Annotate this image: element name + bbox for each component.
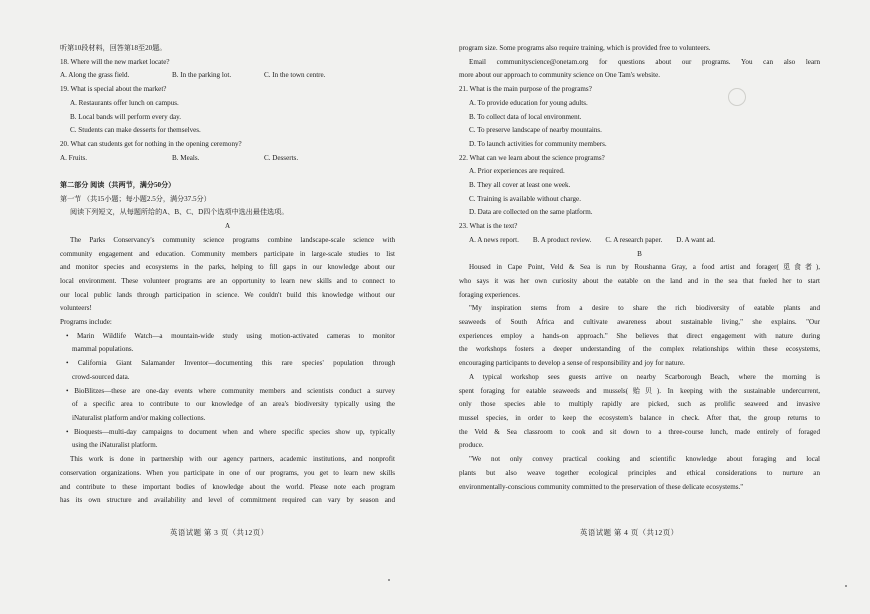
left-line-18: our local public lands through participation in science. We couldn't build this knowledge without our (60, 290, 395, 299)
left-line-3: 19. What is special about the market? (60, 85, 167, 94)
left-line-2 (60, 69, 395, 83)
answer-option: B. In the parking lot. (172, 71, 232, 80)
right-line-30: "We not only convey practical cooking and scientific knowledge about foraging and local (469, 455, 820, 464)
right-line-27: mussel species, in order to keep the ecosystem's balance in check. After that, the group returns to (459, 413, 820, 422)
right-line-0: program size. Some programs also require training, which is provided free to volunteers. (459, 44, 711, 52)
left-line-20: Programs include: (60, 318, 112, 327)
left-line-7: 20. What can students get for nothing in the opening ceremony? (60, 139, 242, 148)
left-line-4: A. Restaurants offer lunch on campus. (70, 98, 179, 107)
right-line-22: the workshops fosters a deeper understanding of the complex relationships within these ecosystems, (459, 345, 820, 354)
left-line-0: 听第10段材料，回答第18至20题。 (60, 44, 167, 52)
right-line-8: 22. What can we learn about the science programs? (459, 153, 605, 162)
right-line-20: seaweeds of South Africa and cultivate awareness about sustainable living," she explains. "Our (459, 318, 820, 327)
left-line-25: • BioBlitzes—these are one-day events where community members and scientists conduct a survey (66, 386, 395, 395)
left-line-31: conservation organizations. When you participate in one of our programs, you get to learn new skills (60, 468, 395, 477)
answer-option: A. A news report. (469, 235, 519, 244)
answer-option: B. Meals. (172, 153, 200, 162)
answer-option: C. In the town centre. (264, 71, 326, 80)
left-line-26: of a specific area to contribute to our knowledge of an area's biodiversity typically using the (72, 400, 395, 409)
left-line-27: iNaturalist platform and/or making collections. (72, 413, 206, 422)
left-line-15: community engagement and education. Community members participate in large-scale studies to list (60, 249, 395, 258)
left-line-24: crowd-sourced data. (72, 372, 130, 381)
right-line-31: plants but also weave together ecological principles and ethical considerations to nurture an (459, 468, 820, 477)
right-line-9: A. Prior experiences are required. (469, 167, 565, 176)
right-line-24: A typical workshop sees guests arrive on nearby Scarborough Beach, where the morning is (469, 372, 820, 381)
left-line-17: local environment. These volunteer programs are an opportunity to learn new skills and to connect to (60, 276, 395, 285)
scan-speck (388, 579, 390, 581)
left-line-11: 第一节 （共15小题；每小题2.5分，满分37.5分） (60, 194, 211, 203)
faint-seal-icon (728, 88, 746, 106)
right-line-10: B. They all cover at least one week. (469, 181, 571, 190)
left-line-30: This work is done in partnership with our agency partners, academic institutions, and nonprofit (70, 455, 395, 464)
right-line-18: foraging experiences. (459, 290, 521, 299)
right-line-28: the Veld & Sea classroom to cook and sit down to a three-course lunch, made entirely of foraged (459, 427, 820, 436)
right-line-5: B. To collect data of local environment. (469, 112, 582, 121)
left-line-5: B. Local bands will perform every day. (70, 112, 182, 121)
left-line-23: • California Giant Salamander Inventor—documenting this rare species' population through (66, 359, 395, 368)
right-line-11: C. Training is available without charge. (469, 194, 581, 203)
answer-option: D. A want ad. (676, 235, 716, 244)
page-3-footer: 英语试题 第 3 页（共12页） (170, 528, 269, 537)
left-line-16: and monitor species and ecosystems in the parks, helping to fill gaps in our knowledge about our (60, 263, 395, 272)
left-line-12: 阅读下列短文，从每题所给的A、B、C、D四个选项中选出最佳选项。 (70, 208, 289, 217)
left-line-14: The Parks Conservancy's community science programs combine landscape-scale science with (70, 235, 395, 244)
right-line-2: more about our approach to community science on One Tam's website. (459, 71, 660, 80)
page-3-text (60, 42, 395, 508)
left-line-32: and contribute to these important bodies of knowledge about the world. Please note each program (60, 482, 395, 491)
right-line-21: experiences employ a hands-on approach." She believes that direct engagement with nature during (459, 331, 820, 340)
right-line-13: 23. What is the text? (459, 222, 518, 231)
left-line-10: 第二部分 阅读（共两节，满分50分） (60, 181, 176, 190)
left-line-1: 18. Where will the new market locate? (60, 57, 170, 66)
left-line-9 (60, 165, 395, 179)
answer-option: A. Along the grass field. (60, 71, 130, 80)
right-line-4: A. To provide education for young adults. (469, 98, 588, 107)
left-line-29: using the iNaturalist platform. (72, 441, 158, 450)
answer-option: C. Desserts. (264, 153, 299, 162)
answer-option: B. A product review. (532, 235, 592, 244)
answer-option: A. Fruits. (60, 153, 87, 162)
left-line-6: C. Students can make desserts for themselves. (70, 126, 201, 135)
page-4-text (459, 42, 820, 494)
page-4-footer: 英语试题 第 4 页（共12页） (580, 528, 679, 537)
right-line-7: D. To launch activities for community members. (469, 139, 607, 148)
left-line-21: • Marin Wildlife Watch—a mountain-wide study using motion-activated cameras to monitor (66, 331, 395, 340)
right-line-26: only those species able to multiply rapidly are picked, such as prolific seaweed and invasive (459, 400, 820, 409)
left-line-8 (60, 152, 395, 166)
left-line-22: mammal populations. (72, 345, 134, 354)
right-line-19: "My inspiration stems from a desire to share the rich biodiversity of eatable plants and (469, 304, 820, 313)
right-line-25: spent foraging for eatable seaweeds and mussels(贻贝). In keeping with the sustainable undercurrent, (459, 386, 820, 395)
right-line-17: who says it was her own curiosity about the eatable on the land and in the sea that fueled her to start (459, 276, 820, 285)
page-4 (435, 0, 870, 614)
right-line-14 (459, 234, 820, 248)
right-line-1: Email communityscience@onetam.org for questions about our programs. You can also learn (469, 57, 820, 66)
right-line-15: B (637, 249, 642, 258)
answer-option: C. A research paper. (605, 235, 663, 244)
left-line-33: has its own structure and availability and level of commitment required can vary by season and (60, 496, 395, 505)
left-line-28: • Bioquests—multi-day campaigns to document when and where specific species show up, typically (66, 427, 395, 436)
right-line-32: environmentally-conscious community committed to the preservation of these delicate ecosystems." (459, 482, 744, 491)
right-line-23: encouraging participants to develop a sense of responsibility and joy for nature. (459, 359, 685, 368)
right-line-29: produce. (459, 441, 484, 450)
right-line-12: D. Data are collected on the same platform. (469, 208, 593, 217)
left-line-19: volunteers! (60, 304, 92, 313)
right-line-16: Housed in Cape Point, Veld & Sea is run by Roushanna Gray, a food artist and forager(觅食者), (469, 263, 820, 272)
scan-speck (845, 585, 847, 587)
right-line-3: 21. What is the main purpose of the programs? (459, 85, 592, 94)
right-line-6: C. To preserve landscape of nearby mountains. (469, 126, 602, 135)
left-line-13: A (224, 222, 231, 231)
